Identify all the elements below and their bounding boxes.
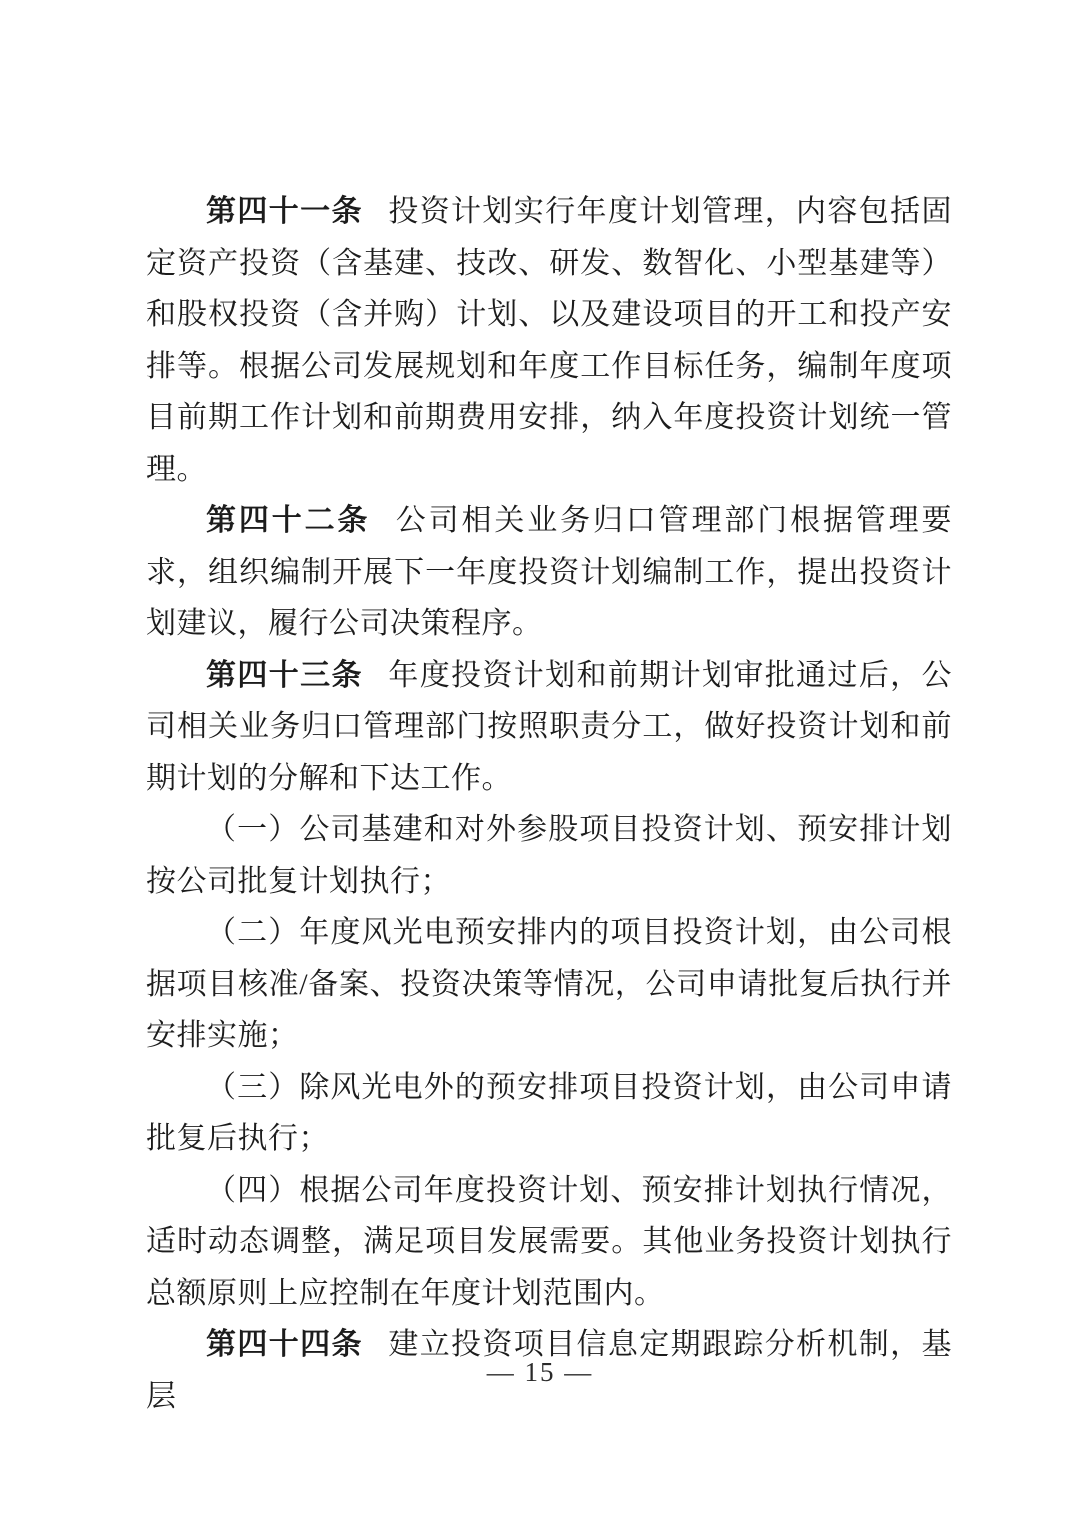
item-2-text: （二）年度风光电预安排内的项目投资计划，由公司根据项目核准/备案、投资决策等情况，公司申请批复后执行并安排实施； [146, 916, 952, 1052]
document-body [146, 186, 952, 1422]
paragraph-item-3 [146, 1062, 952, 1165]
paragraph-article-43 [146, 650, 952, 805]
paragraph-article-42 [146, 495, 952, 650]
article-43-number: 第四十三条 [206, 658, 363, 692]
page-number: — 15 — [486, 1357, 594, 1387]
paragraph-item-4 [146, 1165, 952, 1320]
paragraph-item-2 [146, 907, 952, 1062]
article-42-text: 公司相关业务归口管理部门根据管理要求，组织编制开展下一年度投资计划编制工作，提出投资计划建议，履行公司决策程序。 [146, 504, 953, 640]
article-44-number: 第四十四条 [206, 1328, 363, 1361]
article-43-text: 年度投资计划和前期计划审批通过后，公司相关业务归口管理部门按照职责分工，做好投资计划和前期计划的分解和下达工作。 [146, 658, 953, 795]
article-41-text: 投资计划实行年度计划管理，内容包括固定资产投资（含基建、技改、研发、数智化、小型基建等）和股权投资（含并购）计划、以及建设项目的开工和投产安排等。根据公司发展规划和年度工作目标任务，编制年度项目前期工作计划和前期费用安排，纳入年度投资计划统一管理。 [146, 195, 953, 486]
item-3-text: （三）除风光电外的预安排项目投资计划，由公司申请批复后执行； [146, 1070, 952, 1155]
item-4-text: （四）根据公司年度投资计划、预安排计划执行情况，适时动态调整，满足项目发展需要。其他业务投资计划执行总额原则上应控制在年度计划范围内。 [146, 1173, 952, 1310]
article-41-number: 第四十一条 [206, 195, 363, 228]
paragraph-item-1 [146, 804, 952, 907]
item-1-text: （一）公司基建和对外参股项目投资计划、预安排计划按公司批复计划执行； [146, 813, 952, 898]
paragraph-article-41 [146, 186, 952, 495]
article-42-number: 第四十二条 [206, 504, 371, 537]
article-44-text: 建立投资项目信息定期跟踪分析机制，基层 [146, 1328, 953, 1413]
